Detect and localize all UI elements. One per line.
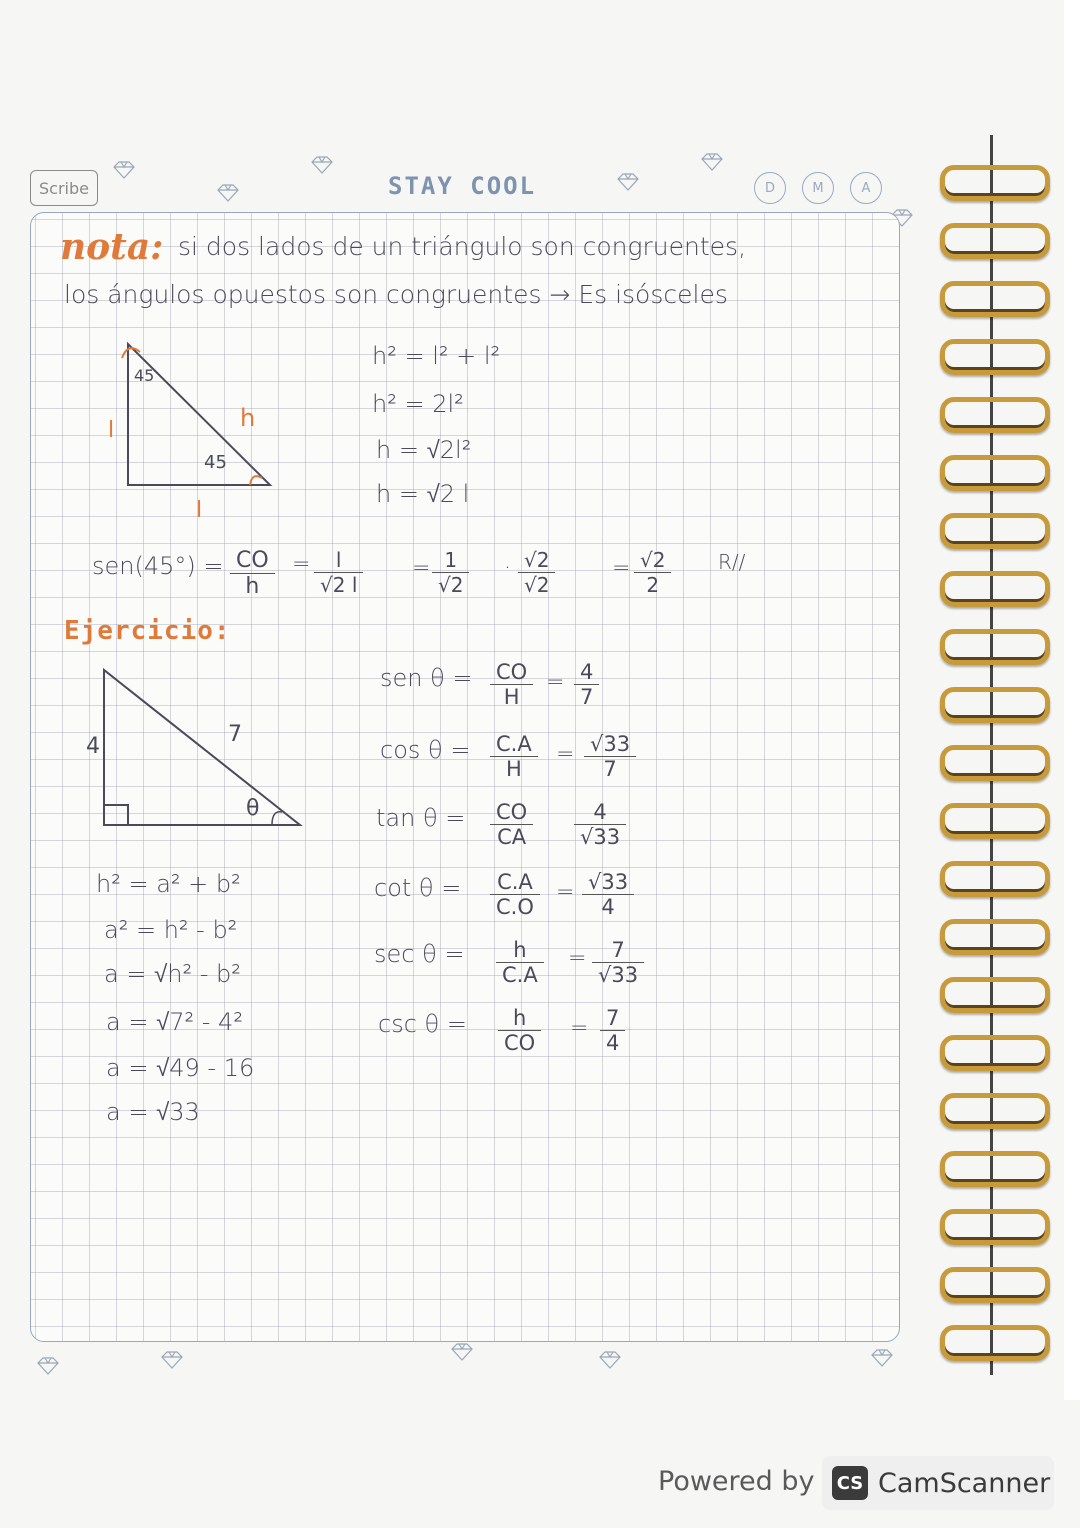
powered-by-label: Powered by xyxy=(658,1466,815,1497)
ratio-sen-fraction-b: $\frac{4}{7}$ xyxy=(574,660,599,709)
notebook-page: Scribe STAY COOL D M A nota: si dos lados de un triángulo son congruentes, los ángulos opuestos son congruentes → Es isósceles 45 45 l l h h² = l² + l² h² = 2l² h = √2l² h = √2 l sen(45°) = $\frac{CO}{h}$ = $\frac{l}{√2 l}$ = $\frac{1}{√2}$ · $\frac{√2}{√2}$ = $\frac{√2}{2}$ R// Ejercicio: 4 7 θ h² = a² + b² a² = h² - b² a = √h² - b² a = √7² - 4² a = √49 - 16 a = √33 sen θ = $\frac{CO}{H}$ = $\frac{4}{7}$ cos θ = $\frac{C.A}{H}$ = $\frac{√33}{7}$ tan θ = $\frac{CO}{CA}$ $\frac{4}{√33}$ cot θ = $\frac{C.A}{C.O}$ = $\frac{√33}{4}$ sec θ = $\frac{h}{C.A}$ = $\frac{7}{√33}$ csc θ = $\frac{h}{CO}$ = $\frac{7}{4}$ Powered by CS CamScanner xyxy=(0,0,1080,1528)
diamond-icon xyxy=(616,172,640,192)
ratio-csc-name: csc θ = xyxy=(378,1010,467,1038)
note-line-2: los ángulos opuestos son congruentes → Es isósceles xyxy=(64,280,728,309)
pythagoras-step-4: h = √2 l xyxy=(376,480,470,508)
diamond-icon xyxy=(450,1342,474,1362)
ratio-cos-name: cos θ = xyxy=(380,736,471,764)
camscanner-name: CamScanner xyxy=(878,1468,1051,1499)
pythagoras-step-3: h = √2l² xyxy=(376,436,472,464)
sin45-fraction-3: $\frac{1}{√2}$ xyxy=(432,548,469,597)
note-line-1: si dos lados de un triángulo son congruentes, xyxy=(178,232,747,261)
spiral-coil xyxy=(940,1325,1050,1361)
spiral-coil xyxy=(940,919,1050,955)
ratio-tan-fraction-b: $\frac{4}{√33}$ xyxy=(574,800,626,849)
exercise-step-3: a = √h² - b² xyxy=(104,960,241,988)
ratio-tan-name: tan θ = xyxy=(376,804,466,832)
angle-top-label: 45 xyxy=(134,366,155,385)
angle-right-label: 45 xyxy=(204,452,227,473)
sin45-fraction-2: $\frac{l}{√2 l}$ xyxy=(314,548,363,597)
spiral-coil xyxy=(940,339,1050,375)
ratio-sen-name: sen θ = xyxy=(380,664,473,692)
exercise-angle-label: θ xyxy=(246,796,260,821)
spiral-coil xyxy=(940,1035,1050,1071)
diamond-icon xyxy=(216,183,240,203)
side-bottom-label: l xyxy=(196,498,203,523)
ratio-cot-name: cot θ = xyxy=(374,874,462,902)
day-marker-d: D xyxy=(754,172,786,204)
exercise-step-6: a = √33 xyxy=(106,1098,200,1126)
ratio-cos-fraction-b: $\frac{√33}{7}$ xyxy=(584,732,636,781)
spiral-coil xyxy=(940,513,1050,549)
side-left-label: l xyxy=(108,418,115,443)
ratio-csc-fraction-b: $\frac{7}{4}$ xyxy=(600,1006,625,1055)
spiral-coil xyxy=(940,455,1050,491)
diamond-icon xyxy=(310,155,334,175)
diamond-icon xyxy=(870,1348,894,1368)
spiral-binding xyxy=(930,135,1060,1375)
spiral-coil xyxy=(940,745,1050,781)
page-edge xyxy=(1064,0,1080,1400)
sin45-fraction-5: $\frac{√2}{2}$ xyxy=(634,548,671,597)
spiral-coil xyxy=(940,687,1050,723)
ratio-cos-fraction-a: $\frac{C.A}{H}$ xyxy=(490,732,538,781)
ratio-sec-name: sec θ = xyxy=(374,940,465,968)
ratio-sen-fraction-a: $\frac{CO}{H}$ xyxy=(490,660,533,709)
spiral-coil xyxy=(940,861,1050,897)
sin45-fraction-4: $\frac{√2}{√2}$ xyxy=(518,548,555,597)
spiral-coil xyxy=(940,1267,1050,1303)
pythagoras-step-2: h² = 2l² xyxy=(372,390,464,418)
spiral-coil xyxy=(940,803,1050,839)
exercise-side-left-label: 4 xyxy=(86,734,100,759)
spiral-coil xyxy=(940,165,1050,201)
day-marker-m: M xyxy=(802,172,834,204)
slogan: STAY COOL xyxy=(388,172,537,200)
ratio-tan-fraction-a: $\frac{CO}{CA}$ xyxy=(490,800,533,849)
sin45-fraction-1: $\frac{CO}{h}$ xyxy=(230,548,275,599)
diamond-icon xyxy=(160,1350,184,1370)
spiral-coil xyxy=(940,397,1050,433)
day-marker-a: A xyxy=(850,172,882,204)
diamond-icon xyxy=(112,160,136,180)
spiral-coil xyxy=(940,281,1050,317)
exercise-step-4: a = √7² - 4² xyxy=(106,1008,243,1036)
exercise-step-1: h² = a² + b² xyxy=(96,870,241,898)
ratio-sec-fraction-b: $\frac{7}{√33}$ xyxy=(592,938,644,987)
spiral-coil xyxy=(940,977,1050,1013)
camscanner-logo-icon: CS xyxy=(832,1466,868,1500)
spiral-coil xyxy=(940,1093,1050,1129)
spiral-coil xyxy=(940,1209,1050,1245)
exercise-step-5: a = √49 - 16 xyxy=(106,1054,255,1082)
hypotenuse-label: h xyxy=(240,404,256,432)
spiral-coil xyxy=(940,223,1050,259)
result-tag: R// xyxy=(718,550,746,574)
spiral-coil xyxy=(940,571,1050,607)
diamond-icon xyxy=(598,1350,622,1370)
ratio-csc-fraction-a: $\frac{h}{CO}$ xyxy=(498,1006,541,1055)
ratio-cot-fraction-a: $\frac{C.A}{C.O}$ xyxy=(490,870,540,919)
spiral-coil xyxy=(940,629,1050,665)
spiral-coil xyxy=(940,1151,1050,1187)
pythagoras-step-1: h² = l² + l² xyxy=(372,342,501,370)
exercise-hypotenuse-label: 7 xyxy=(228,722,242,747)
exercise-title: Ejercicio: xyxy=(64,616,231,646)
diamond-icon xyxy=(36,1356,60,1376)
sin45-lhs: sen(45°) = xyxy=(92,552,224,580)
exercise-triangle-diagram xyxy=(96,660,316,840)
diamond-icon xyxy=(700,152,724,172)
ratio-sec-fraction-a: $\frac{h}{C.A}$ xyxy=(496,938,544,987)
brand-logo: Scribe xyxy=(30,170,98,206)
exercise-step-2: a² = h² - b² xyxy=(104,916,238,944)
note-title: nota: xyxy=(60,226,164,268)
ratio-cot-fraction-b: $\frac{√33}{4}$ xyxy=(582,870,634,919)
